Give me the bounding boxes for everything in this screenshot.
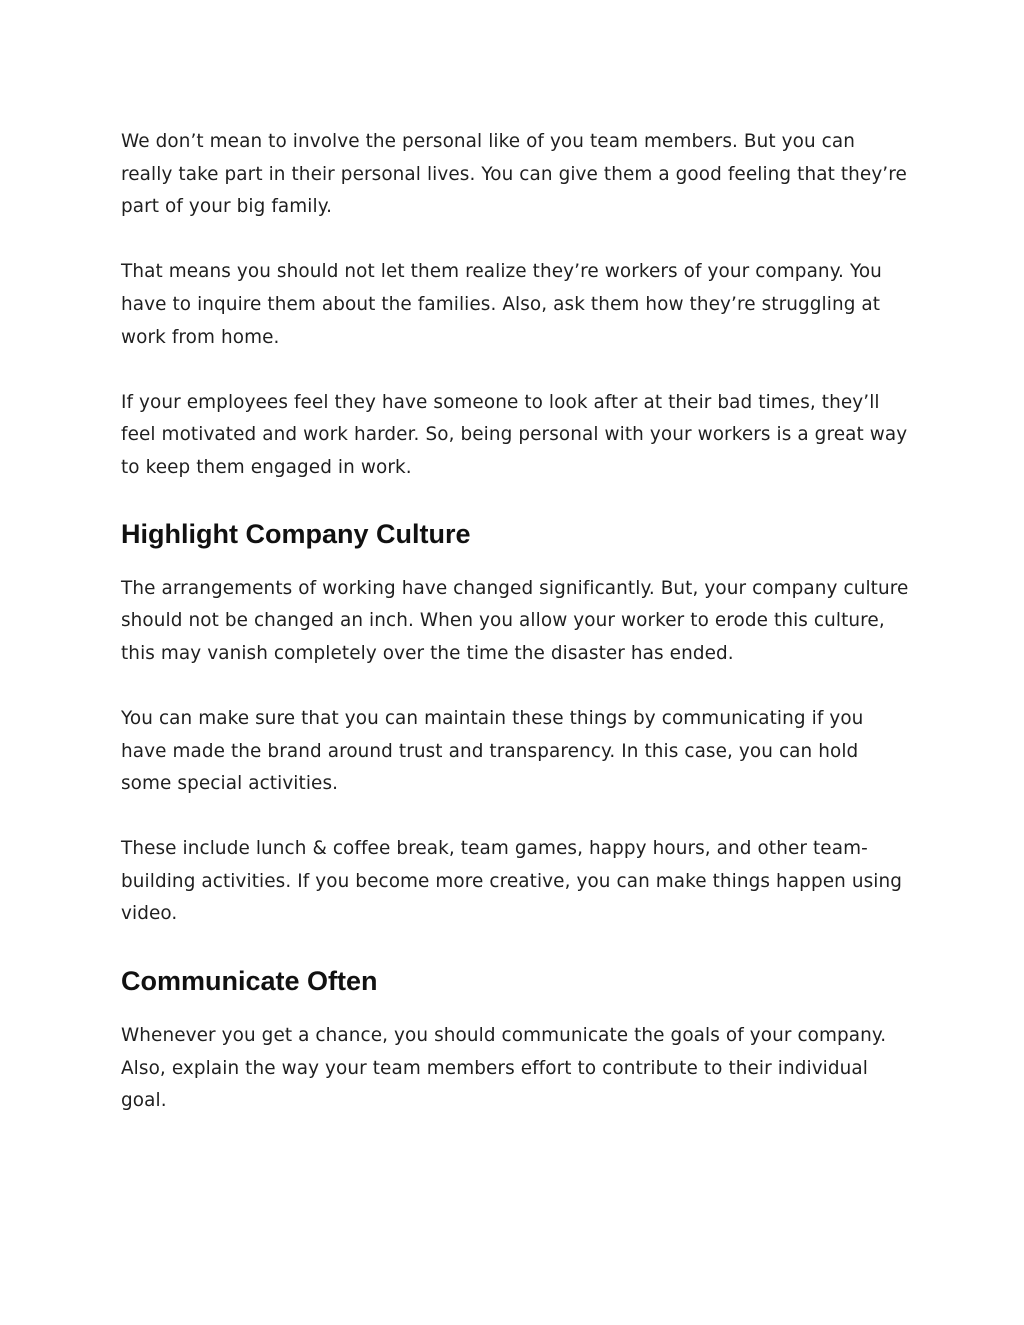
- article-body: [121, 126, 911, 1118]
- paragraph: We don’t mean to involve the personal like of you team members. But you can really take part in their personal lives. You can give them a good feeling that they’re part of your big family.: [121, 131, 907, 218]
- paragraph: The arrangements of working have changed significantly. But, your company culture should not be changed an inch. When you allow your worker to erode this culture, this may vanish completely over the time the disaster has ended.: [121, 577, 909, 664]
- intro-section: [121, 126, 911, 485]
- section-heading: Communicate Often: [121, 966, 378, 997]
- paragraph: You can make sure that you can maintain these things by communicating if you have made the brand around trust and transparency. In this case, you can hold some special activities.: [121, 707, 864, 795]
- section-company-culture: [121, 517, 911, 932]
- paragraph: These include lunch & coffee break, team games, happy hours, and other team-building activities. If you become more creative, you can make things happen using video.: [121, 838, 903, 925]
- paragraph: If your employees feel they have someone to look after at their bad times, they’ll feel motivated and work harder. So, being personal with your workers is a great way to keep them engaged in work.: [121, 391, 908, 478]
- section-heading: Highlight Company Culture: [121, 518, 471, 549]
- section-communicate-often: [121, 964, 911, 1118]
- paragraph: Whenever you get a chance, you should communicate the goals of your company. Also, explain the way your team members effort to contribute to their individual goal.: [121, 1025, 887, 1112]
- paragraph: That means you should not let them realize they’re workers of your company. You have to inquire them about the families. Also, ask them how they’re struggling at work from home.: [121, 261, 882, 348]
